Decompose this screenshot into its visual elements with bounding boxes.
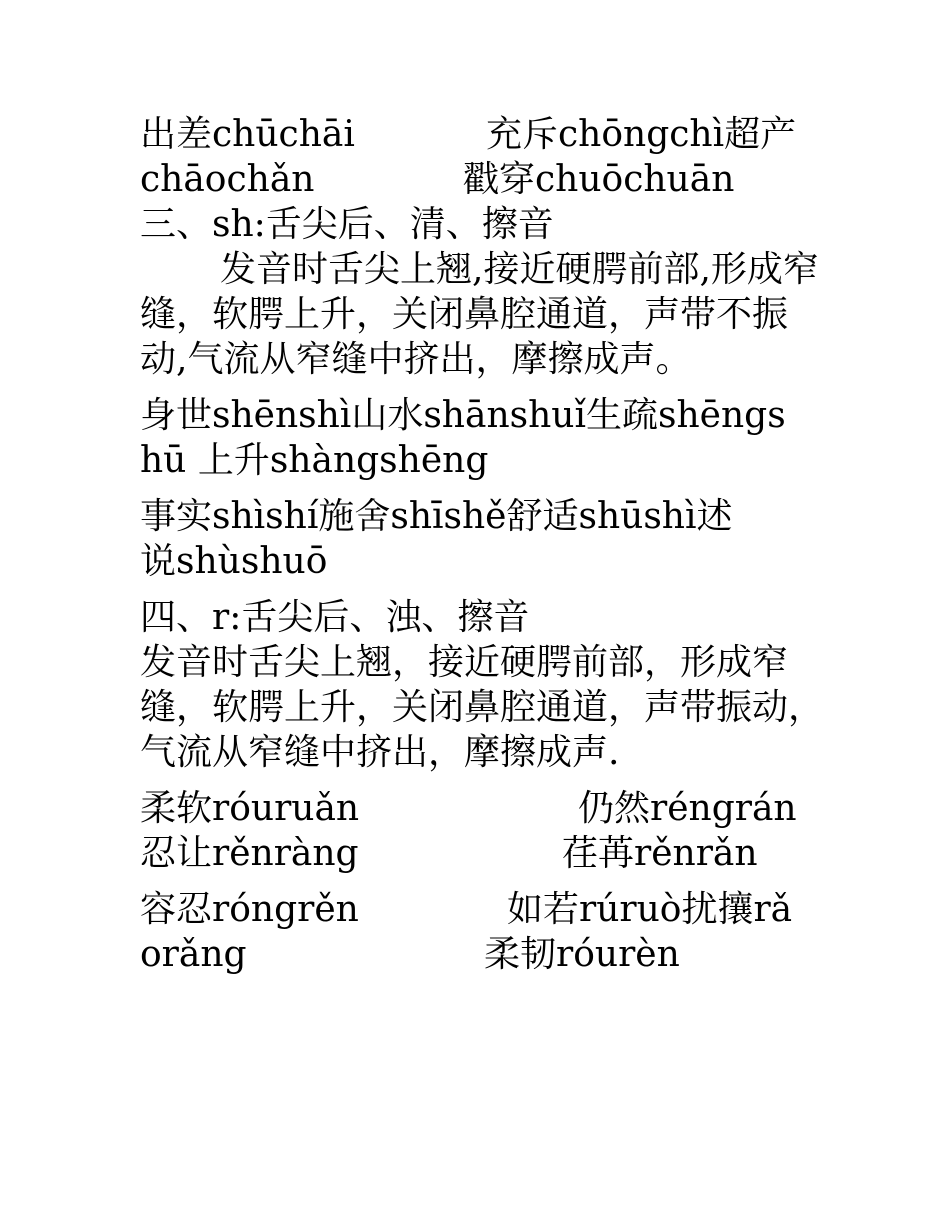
document-page [140,112,830,977]
word-entry: 容忍róngrěn [140,889,359,930]
word-entry: 柔软róuruǎn [140,788,360,829]
section-description-r: 发音时舌尖上翘，接近硬腭前部，形成窄缝，软腭上升，关闭鼻腔通道，声带振动，气流从窄缝中挤出，摩擦成声. [140,642,825,773]
word-row [140,157,830,202]
word-line: 事实shìshí施舍shīshě舒适shūshì述 [140,496,733,537]
word-row [140,887,830,932]
word-row [140,112,830,157]
word-entry: 仍然réngrán [578,788,797,829]
word-entry: chāochǎn [140,159,315,200]
word-entry: orǎng [140,934,247,975]
word-row [140,831,830,876]
word-entry: 如若rúruò扰攘rǎ [507,889,793,930]
word-line: hū 上升shàngshēng [140,440,489,481]
section-heading-r: 四、r:舌尖后、浊、擦音 [140,597,530,638]
word-row [140,932,830,977]
word-line: 说shùshuō [140,541,328,582]
word-entry: 柔韧róurèn [484,934,680,975]
word-entry: 出差chūchāi [140,114,355,155]
word-line: 身世shēnshì山水shānshuǐ生疏shēngs [140,395,786,436]
section-heading-sh: 三、sh:舌尖后、清、擦音 [140,204,554,245]
word-row [140,786,830,831]
word-entry: 戳穿chuōchuān [463,159,735,200]
word-entry: 荏苒rěnrǎn [562,833,758,874]
section-description-sh: 发音时舌尖上翘,接近硬腭前部,形成窄缝，软腭上升，关闭鼻腔通道，声带不振动,气流从窄缝中挤出，摩擦成声。 [140,249,819,380]
word-entry: 忍让rěnràng [140,833,359,874]
word-entry: 充斥chōngchì超产 [486,114,797,155]
